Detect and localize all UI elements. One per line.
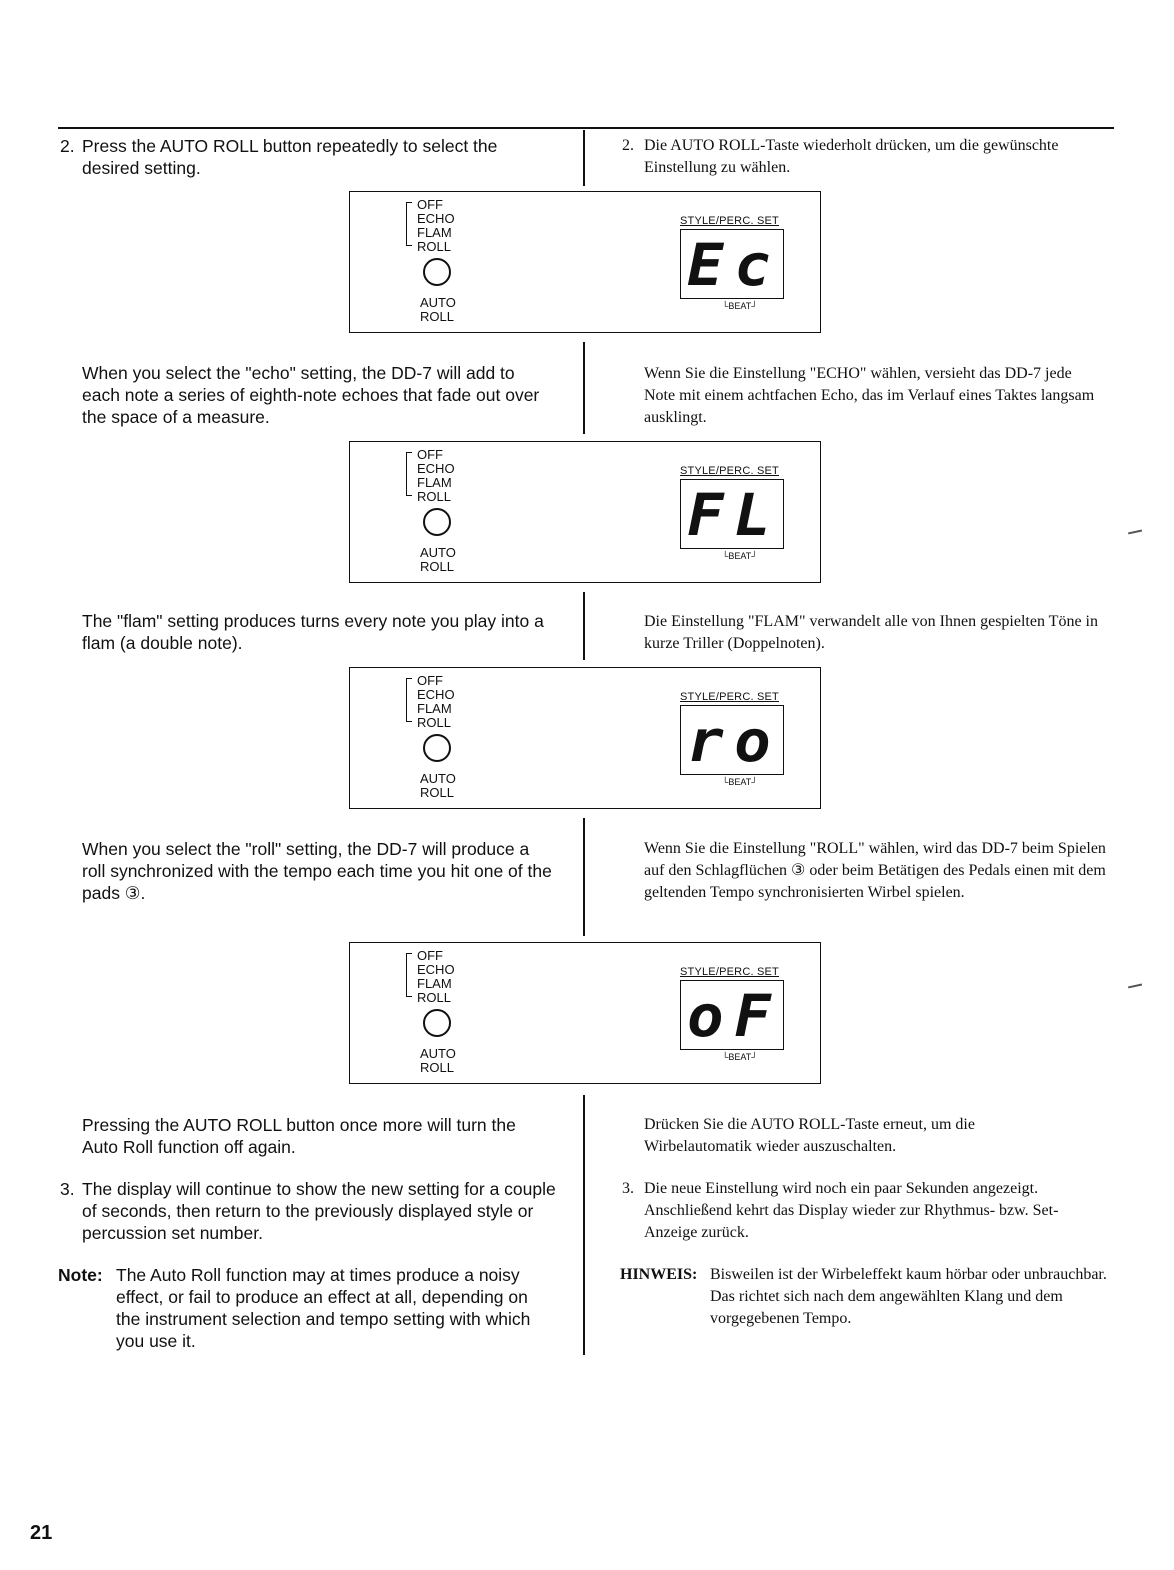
en-flam-paragraph: The "flam" setting produces turns every note you play into a flam (a double note). [82, 611, 544, 653]
option-roll: ROLL [417, 990, 451, 1005]
de-note-text: Bisweilen ist der Wirbeleffekt kaum hörbar oder unbrauchbar. Das richtet sich nach dem angewählten Klang und dem vorgegebenen Tempo. [710, 1266, 1107, 1327]
auto-roll-label-line2: ROLL [420, 559, 454, 574]
auto-roll-figure-echo [349, 191, 821, 333]
lcd-beat-text: BEAT [728, 1052, 752, 1062]
setting-selector [413, 448, 455, 504]
lcd-beat-label: └BEAT┘ [722, 301, 758, 311]
column-divider [583, 1095, 585, 1355]
auto-roll-button-icon [423, 1009, 451, 1037]
option-off: OFF [417, 673, 443, 688]
option-off: OFF [417, 447, 443, 462]
lcd-title: STYLE/PERC. SET [680, 465, 779, 477]
option-off: OFF [417, 197, 443, 212]
de-step3 [622, 1178, 1099, 1244]
en-echo-paragraph: When you select the "echo" setting, the DD-7 will add to each note a series of eighth-note echoes that fade out over the space of a measure. [82, 363, 540, 427]
auto-roll-label-line1: AUTO [420, 545, 456, 560]
de-roll-paragraph: Wenn Sie die Einstellung "ROLL" wählen, wird das DD-7 beim Spielen auf den Schlagflüchen ③ oder beim Betätigen des Pedals einen mit dem geltenden Tempo synchronisierten Wirbel spielen. [644, 840, 1106, 901]
lcd-screen [680, 980, 784, 1050]
en-step2-number: 2. [60, 136, 75, 156]
column-divider [583, 342, 585, 434]
auto-roll-label-line1: AUTO [420, 1046, 456, 1061]
de-note-label: HINWEIS: [620, 1266, 698, 1283]
auto-roll-button-icon [423, 258, 451, 286]
en-step2 [60, 135, 552, 179]
option-roll: ROLL [417, 489, 451, 504]
de-note [620, 1264, 1110, 1330]
option-off: OFF [417, 948, 443, 963]
auto-roll-label-line2: ROLL [420, 1060, 454, 1075]
en-step2-text: Press the AUTO ROLL button repeatedly to select the desired setting. [82, 136, 498, 178]
en-roll-paragraph: When you select the "roll" setting, the DD-7 will produce a roll synchronized with the tempo each time you hit one of the pads ③. [82, 839, 552, 903]
lcd-beat-text: BEAT [728, 301, 752, 311]
auto-roll-label-line2: ROLL [420, 309, 454, 324]
de-flam-paragraph: Die Einstellung "FLAM" verwandelt alle von Ihnen gespielten Töne in kurze Triller (Doppelnoten). [644, 613, 1098, 652]
column-divider [583, 130, 585, 186]
lcd-title: STYLE/PERC. SET [680, 966, 779, 978]
en-note-text: The Auto Roll function may at times produce a noisy effect, or fail to produce an effect at all, depending on the instrument selection and tempo setting with which you use it. [116, 1265, 531, 1351]
lcd-value: Ec [687, 231, 782, 299]
en-note [58, 1264, 556, 1352]
column-divider [583, 592, 585, 660]
lcd-screen [680, 705, 784, 775]
lcd-screen [680, 479, 784, 549]
auto-roll-label [420, 546, 456, 574]
auto-roll-figure-roll [349, 667, 821, 809]
option-flam: FLAM [417, 976, 452, 991]
auto-roll-label [420, 296, 456, 324]
lcd-display [680, 215, 790, 315]
setting-selector [413, 949, 455, 1005]
auto-roll-button-icon [423, 734, 451, 762]
option-echo: ECHO [417, 461, 455, 476]
selector-bracket [406, 953, 412, 997]
lcd-title: STYLE/PERC. SET [680, 691, 779, 703]
en-step3 [60, 1178, 557, 1244]
lcd-beat-label: └BEAT┘ [722, 1052, 758, 1062]
en-off-paragraph: Pressing the AUTO ROLL button once more will turn the Auto Roll function off again. [82, 1115, 516, 1157]
auto-roll-label-line1: AUTO [420, 771, 456, 786]
selector-bracket [406, 202, 412, 246]
de-step2-number: 2. [622, 137, 634, 154]
lcd-beat-text: BEAT [728, 777, 752, 787]
option-flam: FLAM [417, 225, 452, 240]
setting-selector [413, 198, 455, 254]
page-number: 21 [30, 1522, 53, 1544]
lcd-display [680, 966, 790, 1066]
option-flam: FLAM [417, 701, 452, 716]
de-step2-text: Die AUTO ROLL-Taste wiederholt drücken, um die gewünschte Einstellung zu wählen. [644, 137, 1059, 176]
auto-roll-label-line1: AUTO [420, 295, 456, 310]
column-divider [583, 818, 585, 936]
auto-roll-label-line2: ROLL [420, 785, 454, 800]
lcd-display [680, 691, 790, 791]
option-echo: ECHO [417, 211, 455, 226]
scan-mark [1128, 530, 1142, 534]
lcd-screen [680, 229, 784, 299]
lcd-display [680, 465, 790, 565]
en-note-label: Note: [58, 1265, 103, 1285]
en-step3-number: 3. [60, 1179, 75, 1199]
lcd-value: FL [687, 481, 782, 549]
option-flam: FLAM [417, 475, 452, 490]
scan-mark [1128, 984, 1142, 988]
de-echo-paragraph: Wenn Sie die Einstellung "ECHO" wählen, versieht das DD-7 jede Note mit einem achtfachen Echo, das im Verlauf eines Taktes langsam ausklingt. [644, 365, 1095, 426]
selector-bracket [406, 452, 412, 496]
de-step2 [622, 135, 1074, 179]
de-off-paragraph: Drücken Sie die AUTO ROLL-Taste erneut, um die Wirbelautomatik wieder auszuschalten. [644, 1116, 975, 1155]
top-rule [58, 127, 1114, 129]
auto-roll-button-icon [423, 508, 451, 536]
option-echo: ECHO [417, 962, 455, 977]
lcd-beat-text: BEAT [728, 551, 752, 561]
auto-roll-figure-off [349, 942, 821, 1084]
option-echo: ECHO [417, 687, 455, 702]
en-step3-text: The display will continue to show the new setting for a couple of seconds, then return to the previously displayed style or percussion set number. [82, 1179, 556, 1243]
de-step3-text: Die neue Einstellung wird noch ein paar Sekunden angezeigt. Anschließend kehrt das Display wieder zur Rhythmus- bzw. Set-Anzeige zurück. [644, 1180, 1059, 1241]
selector-bracket [406, 678, 412, 722]
setting-selector [413, 674, 455, 730]
auto-roll-label [420, 1047, 456, 1075]
lcd-beat-label: └BEAT┘ [722, 551, 758, 561]
auto-roll-label [420, 772, 456, 800]
lcd-title: STYLE/PERC. SET [680, 215, 779, 227]
lcd-value: ro [687, 707, 782, 775]
de-step3-number: 3. [622, 1180, 634, 1197]
lcd-value: oF [687, 982, 782, 1050]
option-roll: ROLL [417, 239, 451, 254]
lcd-beat-label: └BEAT┘ [722, 777, 758, 787]
auto-roll-figure-flam [349, 441, 821, 583]
option-roll: ROLL [417, 715, 451, 730]
